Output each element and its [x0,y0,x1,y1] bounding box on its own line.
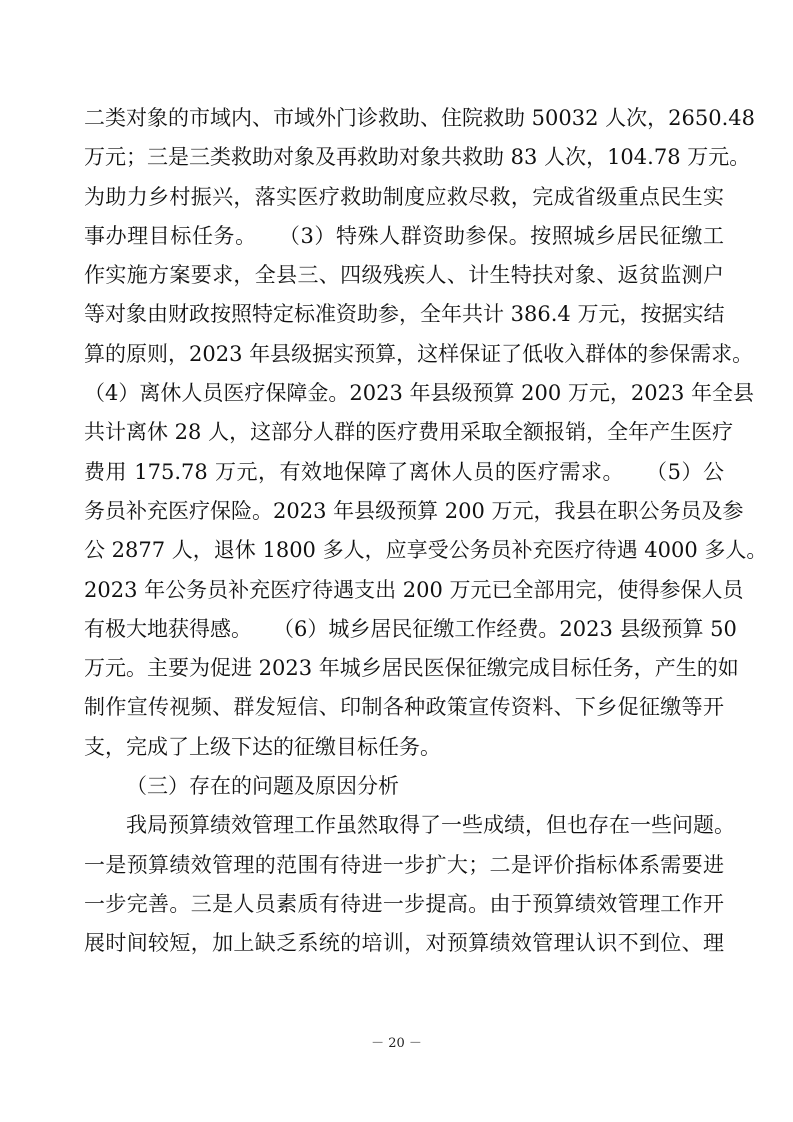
text-line: 制作宣传视频、群发短信、印制各种政策宣传资料、下乡促征缴等开 [84,695,724,720]
body-text [84,99,768,964]
text-line: 我局预算绩效管理工作虽然取得了一些成绩，但也存在一些问题。 [126,813,735,838]
text-line: 支，完成了上级下达的征缴目标任务。 [84,734,441,759]
page-number: － 20 － [371,1036,422,1051]
text-line: 事办理目标任务。 （3）特殊人群资助参保。按照城乡居民征缴工 [84,223,724,248]
text-line: 算的原则，2023 年县级据实预算，这样保证了低收入群体的参保需求。 [84,341,754,366]
text-line: 一步完善。三是人员素质有待进一步提高。由于预算绩效管理工作开 [84,891,724,916]
text-line: 展时间较短，加上缺乏系统的培训，对预算绩效管理认识不到位、理 [84,931,724,956]
text-line: 一是预算绩效管理的范围有待进一步扩大；二是评价指标体系需要进 [84,852,724,877]
text-line: 2023 年公务员补充医疗待遇支出 200 万元已全部用完，使得参保人员 [84,577,744,602]
text-line: 作实施方案要求，全县三、四级残疾人、计生特扶对象、返贫监测户 [84,263,724,288]
text-line: 共计离休 28 人，这部分人群的医疗费用采取全额报销，全年产生医疗 [84,420,734,445]
text-line: 万元。主要为促进 2023 年城乡居民医保征缴完成目标任务，产生的如 [84,656,739,681]
text-line: 务员补充医疗保险。2023 年县级预算 200 万元，我县在职公务员及参 [84,498,744,523]
text-line: （4）离休人员医疗保障金。2023 年县级预算 200 万元，2023 年全县 [84,381,755,406]
text-line: 费用 175.78 万元，有效地保障了离休人员的医疗需求。 （5）公 [84,459,724,484]
text-line: 万元；三是三类救助对象及再救助对象共救助 83 人次，104.78 万元。 [84,145,751,170]
text-line: 公 2877 人，退休 1800 多人，应享受公务员补充医疗待遇 4000 多人。 [84,538,768,563]
text-line: 为助力乡村振兴，落实医疗救助制度应救尽救，完成省级重点民生实 [84,184,724,209]
section-heading: （三）存在的问题及原因分析 [126,774,399,799]
text-line: 二类对象的市域内、市域外门诊救助、住院救助 50032 人次，2650.48 [84,106,755,130]
text-line: 有极大地获得感。 （6）城乡居民征缴工作经费。2023 县级预算 50 [84,616,737,641]
text-line: 等对象由财政按照特定标准资助参，全年共计 386.4 万元，按据实结 [84,302,725,327]
